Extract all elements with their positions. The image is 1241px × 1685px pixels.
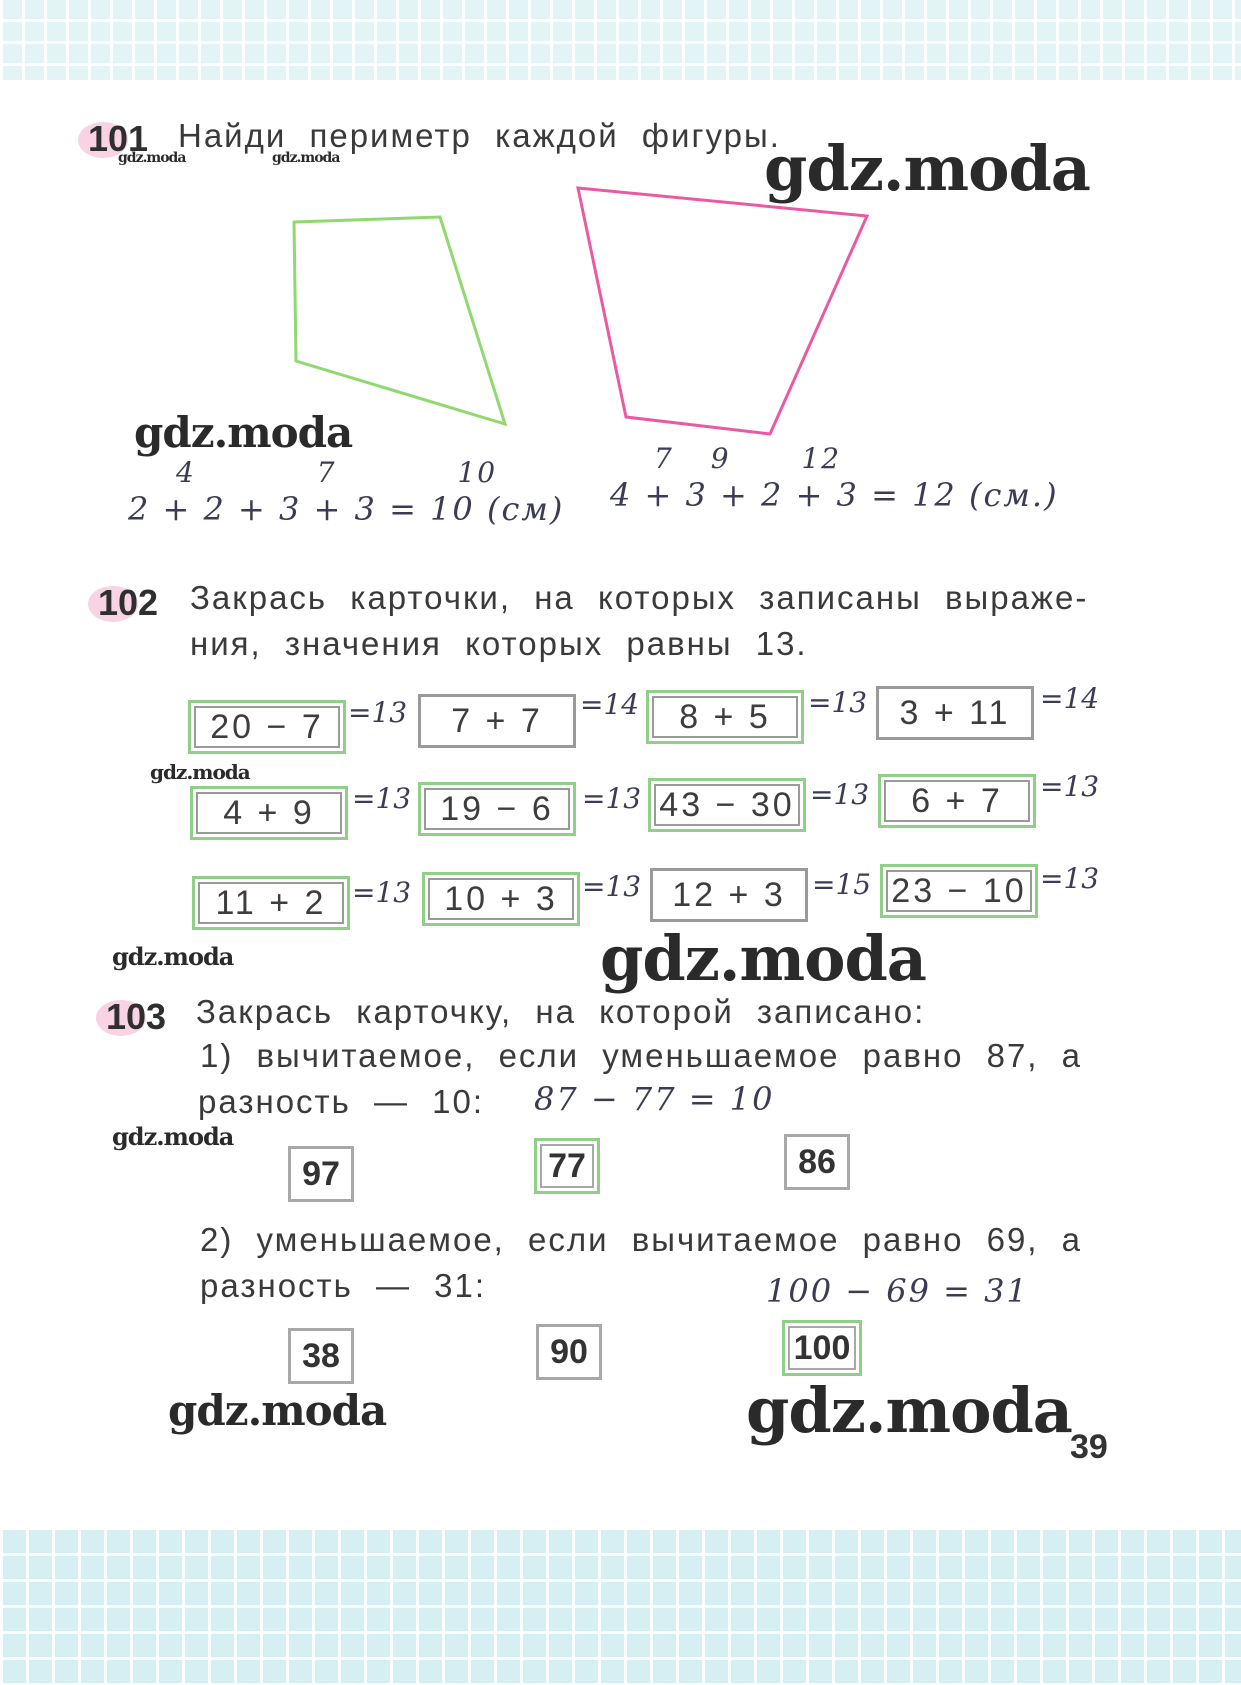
- expression-text: 43 − 30: [659, 785, 795, 824]
- expression-text: 8 + 5: [679, 697, 771, 736]
- answer-value: 86: [798, 1142, 836, 1181]
- bottom-decorative-band: [0, 1530, 1241, 1685]
- card-answer: =14: [1040, 682, 1100, 715]
- card-answer: =13: [348, 696, 408, 729]
- expression-text: 10 + 3: [444, 879, 558, 918]
- card-answer: =13: [808, 686, 868, 719]
- expression-card[interactable]: [418, 782, 576, 836]
- watermark: gdz.moda: [764, 132, 1090, 205]
- watermark: gdz.moda: [150, 760, 250, 784]
- expression-card[interactable]: [190, 786, 348, 840]
- task-103-part-1-line-2: разность — 10:: [198, 1083, 485, 1120]
- task-102-number: [98, 582, 158, 624]
- figure-1-quadrilateral: [294, 217, 505, 424]
- expression-text: 4 + 9: [223, 793, 315, 832]
- answer-value: 90: [550, 1332, 588, 1371]
- watermark: gdz.moda: [112, 1122, 234, 1151]
- task-103-part-2-work: 100 − 69 = 31: [766, 1272, 1029, 1310]
- watermark: gdz.moda: [600, 922, 926, 995]
- figure-2-quadrilateral: [578, 188, 867, 434]
- expression-text: 12 + 3: [672, 875, 786, 914]
- expression-text: 7 + 7: [451, 701, 543, 740]
- card-answer: =13: [1040, 862, 1100, 895]
- expression-card[interactable]: [878, 774, 1036, 828]
- answer-card[interactable]: [782, 1320, 862, 1376]
- expression-card[interactable]: [422, 872, 580, 926]
- partial-value: 7: [316, 456, 337, 489]
- card-answer: =13: [582, 782, 642, 815]
- watermark: gdz.moda: [272, 150, 340, 166]
- figure-2-equation: 4 + 3 + 2 + 3 = 12 (см.): [610, 476, 1059, 514]
- partial-value: 4: [176, 456, 196, 489]
- answer-card[interactable]: [288, 1328, 354, 1384]
- task-101-text: Найди периметр каждой фигуры.: [178, 117, 781, 154]
- figure-1-equation: 2 + 2 + 3 + 3 = 10 (см): [128, 490, 565, 528]
- answer-card[interactable]: [536, 1324, 602, 1380]
- expression-card[interactable]: [192, 876, 350, 930]
- expression-text: 23 − 10: [891, 871, 1027, 910]
- partial-value: 7: [654, 442, 674, 475]
- task-102-line-2: ния, значения которых равны 13.: [190, 625, 808, 662]
- answer-value: 100: [793, 1328, 851, 1367]
- expression-text: 19 − 6: [440, 789, 554, 828]
- watermark: gdz.moda: [168, 1386, 387, 1435]
- task-103-part-1-work: 87 − 77 = 10: [534, 1080, 775, 1118]
- answer-value: 38: [302, 1336, 340, 1375]
- expression-text: 6 + 7: [911, 781, 1003, 820]
- expression-card[interactable]: [648, 778, 806, 832]
- task-103-part-2-line-1: 2) уменьшаемое, если вычитаемое равно 69, а: [200, 1221, 1082, 1258]
- card-answer: =13: [352, 782, 412, 815]
- card-answer: =13: [810, 778, 870, 811]
- figure-2-partials: [654, 442, 841, 475]
- expression-text: 20 − 7: [210, 707, 324, 746]
- card-answer: =13: [1040, 770, 1100, 803]
- card-answer: =14: [580, 688, 640, 721]
- task-102-line-1: Закрась карточки, на которых записаны выраже-: [190, 579, 1089, 616]
- expression-card[interactable]: [418, 694, 576, 748]
- answer-card[interactable]: [288, 1146, 354, 1202]
- task-103-number: [106, 996, 166, 1038]
- answer-card[interactable]: [534, 1138, 600, 1194]
- card-answer: =13: [352, 876, 412, 909]
- answer-value: 97: [302, 1154, 340, 1193]
- partial-value: 10: [457, 456, 498, 489]
- watermark: gdz.moda: [112, 942, 234, 971]
- expression-card[interactable]: [188, 700, 346, 754]
- expression-card[interactable]: [646, 690, 804, 744]
- watermark: gdz.moda: [134, 408, 353, 457]
- task-103-number-text: 103: [106, 996, 167, 1037]
- expression-card[interactable]: [876, 686, 1034, 740]
- card-answer: =15: [812, 868, 872, 901]
- expression-card[interactable]: [650, 868, 808, 922]
- partial-value: 12: [801, 442, 842, 475]
- task-103-part-2-line-2: разность — 31:: [200, 1267, 487, 1304]
- expression-text: 11 + 2: [215, 883, 327, 922]
- figure-1-partials: [176, 456, 497, 489]
- card-answer: =13: [582, 870, 642, 903]
- partial-value: 9: [710, 442, 731, 475]
- expression-card[interactable]: [880, 864, 1038, 918]
- answer-card[interactable]: [784, 1134, 850, 1190]
- task-103-intro: Закрась карточку, на которой записано:: [196, 993, 926, 1030]
- task-102-number-text: 102: [98, 582, 159, 623]
- expression-text: 3 + 11: [899, 693, 1011, 732]
- page-number: 39: [1070, 1428, 1108, 1466]
- watermark: gdz.moda: [746, 1374, 1072, 1447]
- task-103-part-1-line-1: 1) вычитаемое, если уменьшаемое равно 87, а: [200, 1037, 1082, 1074]
- task-101-number-text: 101: [88, 118, 149, 159]
- answer-value: 77: [548, 1146, 586, 1185]
- watermark: gdz.moda: [118, 150, 186, 166]
